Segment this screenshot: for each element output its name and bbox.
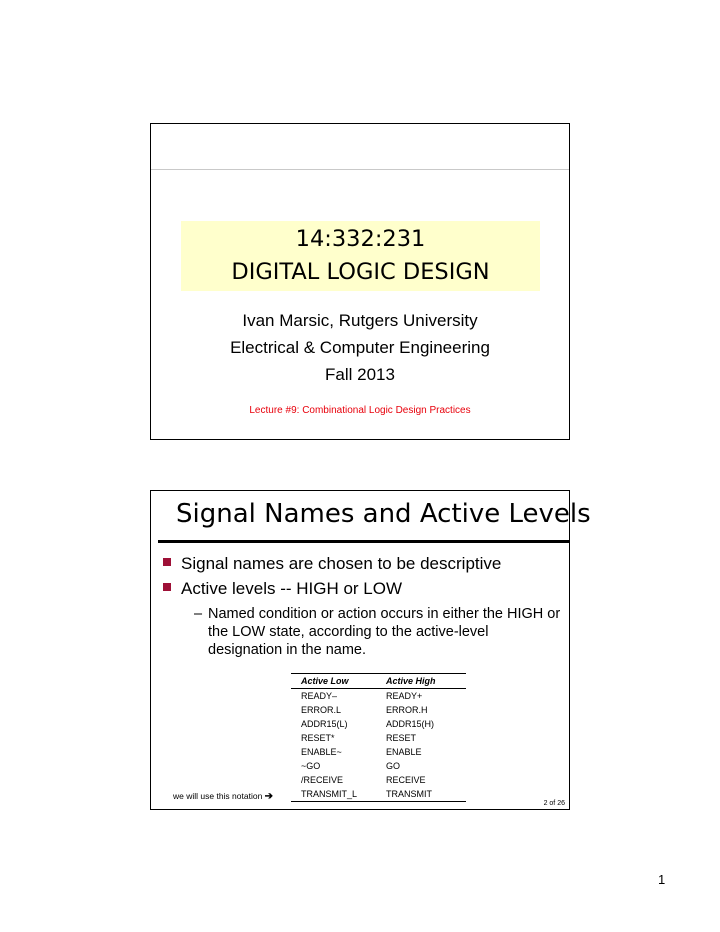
table-row: ADDR15(L) ADDR15(H) xyxy=(301,719,435,729)
table-row: ~GO GO xyxy=(301,761,401,771)
department-line: Electrical & Computer Engineering xyxy=(230,338,490,357)
bullet-item: Active levels -- HIGH or LOW xyxy=(163,579,402,599)
table-header xyxy=(291,673,466,689)
square-bullet-icon xyxy=(163,558,171,566)
page-number: 1 xyxy=(658,872,666,887)
right-arrow-icon: ➔ xyxy=(264,791,274,802)
dash-bullet: – xyxy=(194,606,203,622)
bullet-item: Signal names are chosen to be descriptive xyxy=(163,554,501,574)
lecture-title: Lecture #9: Combinational Logic Design Practices xyxy=(249,405,471,416)
table-bottom-rule xyxy=(291,801,466,802)
course-number: 14:332:231 xyxy=(295,226,426,252)
title-rule xyxy=(158,540,569,543)
title-slide xyxy=(150,123,570,440)
sub-bullet-text: Named condition or action occurs in either the HIGH or the LOW state, according to the active-level designation in the name. xyxy=(208,606,561,658)
header-active-high: Active High xyxy=(386,676,436,686)
header-active-low: Active Low xyxy=(301,676,349,686)
table-row: RESET* RESET xyxy=(301,733,417,743)
signal-names-table xyxy=(291,673,466,802)
table-row: ENABLE~ ENABLE xyxy=(301,747,422,757)
table-row: ERROR.L ERROR.H xyxy=(301,705,428,715)
author-line: Ivan Marsic, Rutgers University xyxy=(242,311,478,330)
notation-note: we will use this notation ➔ xyxy=(173,791,274,802)
course-name: DIGITAL LOGIC DESIGN xyxy=(231,259,490,285)
table-row: /RECEIVE RECEIVE xyxy=(301,775,426,785)
sub-bullet-item xyxy=(194,605,564,659)
course-title-box xyxy=(181,221,540,291)
content-slide xyxy=(150,490,591,810)
table-row: READY– READY+ xyxy=(301,691,423,701)
header-divider xyxy=(151,169,569,170)
slide-title: Signal Names and Active Levels xyxy=(176,499,591,529)
square-bullet-icon xyxy=(163,583,171,591)
term-line: Fall 2013 xyxy=(325,365,395,384)
slide-number: 2 of 26 xyxy=(543,800,565,807)
table-row: TRANSMIT_L TRANSMIT xyxy=(301,789,432,799)
